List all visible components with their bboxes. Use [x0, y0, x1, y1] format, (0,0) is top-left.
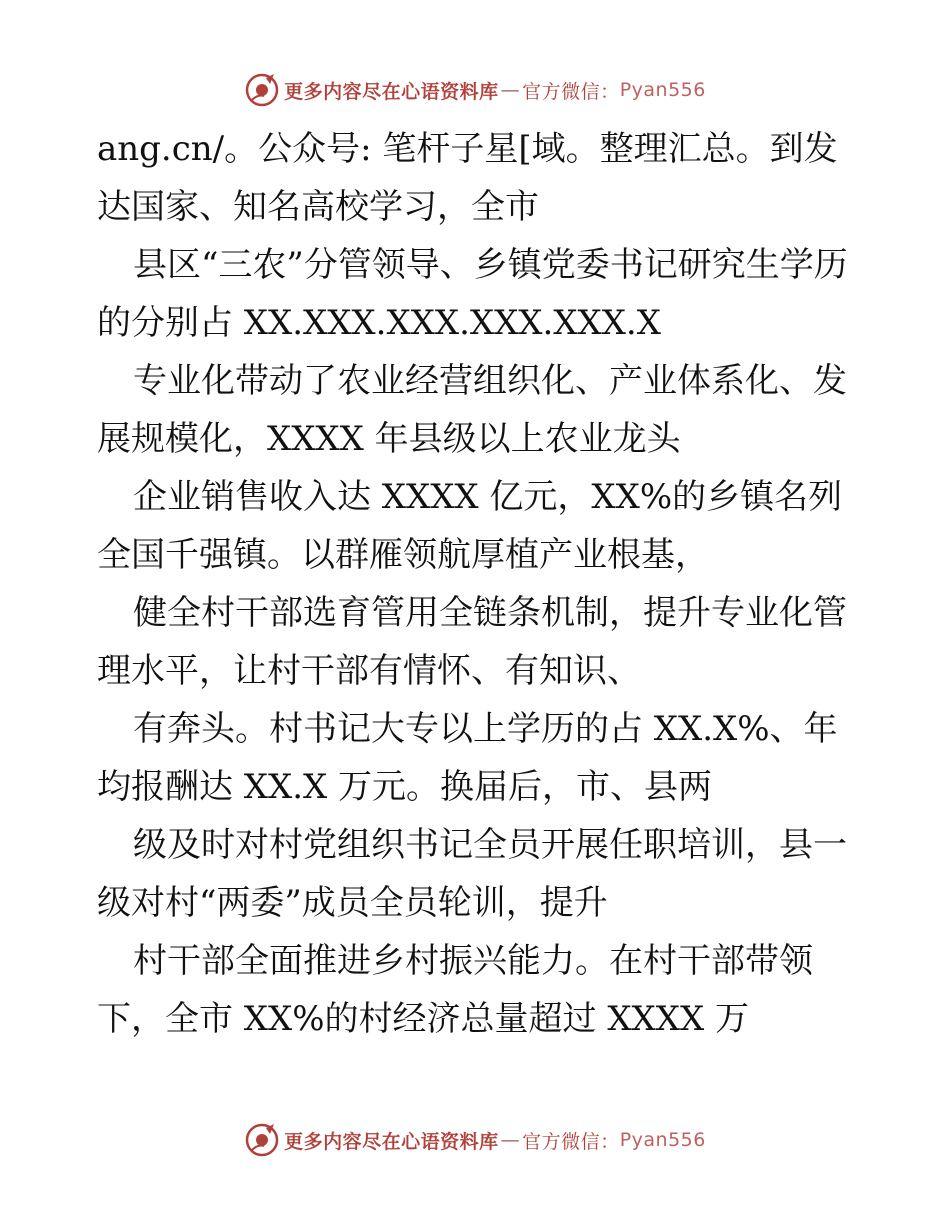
paragraph-5: 健全村干部选育管用全链条机制，提升专业化管理水平，让村干部有情怀、有知识、	[97, 593, 847, 691]
watermark-sub-text: 官方微信：	[522, 80, 620, 103]
pen-circle-icon	[244, 72, 280, 108]
header-watermark	[0, 70, 950, 110]
paragraph-6: 有奔头。村书记大专以上学历的占 XX.X%、年均报酬达 XX.X 万元。换届后，市、县两	[97, 709, 838, 807]
paragraph-7: 级及时对村党组织书记全员开展任职培训，县一级对村“两委”成员全员轮训，提升	[97, 825, 847, 923]
footer-watermark	[0, 1120, 950, 1160]
document-body	[97, 120, 857, 1048]
pen-circle-icon	[244, 1122, 280, 1158]
watermark-wechat-id: Pyan556	[619, 1129, 706, 1151]
watermark-dash: —	[500, 79, 521, 101]
watermark-wechat-id: Pyan556	[619, 79, 706, 101]
watermark-main-text: 更多内容尽在心语资料库	[284, 80, 499, 103]
watermark-main-text: 更多内容尽在心语资料库	[284, 1130, 499, 1153]
paragraph-1: ang.cn/。公众号: 笔杆子星[域。整理汇总。到发达国家、知名高校学习，全市	[97, 129, 838, 227]
paragraph-8: 村干部全面推进乡村振兴能力。在村干部带领下，全市 XX%的村经济总量超过 XXXX 万	[97, 941, 813, 1039]
watermark-sub-text: 官方微信：	[522, 1130, 620, 1153]
paragraph-2: 县区“三农”分管领导、乡镇党委书记研究生学历的分别占 XX.XXX.XXX.XXX.XXX.X	[97, 245, 848, 343]
paragraph-4: 企业销售收入达 XXXX 亿元，XX%的乡镇名列全国千强镇。以群雁领航厚植产业根基，	[97, 477, 843, 575]
watermark-dash: —	[500, 1129, 521, 1151]
paragraph-3: 专业化带动了农业经营组织化、产业体系化、发展规模化，XXXX 年县级以上农业龙头	[97, 361, 847, 459]
